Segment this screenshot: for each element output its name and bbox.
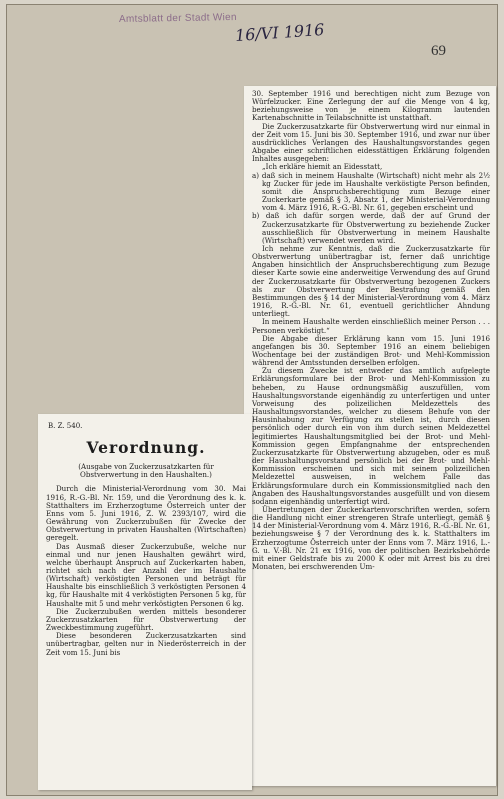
- paragraph: 30. September 1916 und berechtigen nicht zum Bezuge von Würfelzucker. Eine Zerlegung der auf die Menge von 4 kg, beziehungsweise von je einem Kilogramm lautenden Kartenabschnitte in Teilabschnitte ist unstatthaft.: [252, 89, 490, 123]
- ordinance-text: [46, 485, 246, 656]
- newspaper-clipping-continuation: [244, 86, 496, 786]
- ordinance-title: Verordnung.: [86, 438, 206, 457]
- ordinance-subtitle: (Ausgabe von Zuckerzusatzkarten für Obstverwertung in den Haushalten.): [78, 462, 214, 480]
- continuation-text: [252, 90, 490, 571]
- newspaper-clipping-ordinance: [38, 414, 252, 790]
- paragraph: Zu diesem Zwecke ist entweder das amtlich aufgelegte Erklärungsformulare bei der Brot- und Mehl-Kommission zu beheben, zu Hause ordnungsmäßig auszufüllen, vom Haushaltungsvorstande eigenhändig zu unterfertigen und unter Vorweisung des polizeilichen Meldezettels des Haushaltungsvorstandes, welcher zu diesem Behufe von der Hausinhabung zur Verfügung zu stellen ist, durch diesen persönlich oder durch ein von ihm durch seinen Meldezettel legitimiertes Haushaltungsmitglied bei der Brot- und Mehl-Kommission gegen Empfangnahme der entsprechenden Zuckerzusatzkarte für Obstverwertung abzugeben, oder es muß der Haushaltungsvorstand persönlich bei der Brot- und Mehl-Kommission erscheinen und sich mit seinem polizeilichen Meldezettel ausweisen, in welchem Falle das Erklärungsformulare durch ein Kommissionsmitglied nach den Angaben des Haushaltungsvorstandes ausgefüllt und von diesem sodann eigenhändig unterfertigt wird.: [252, 366, 490, 506]
- paragraph: Das Ausmaß dieser Zuckerzubuße, welche nur einmal und nur jenen Haushalten gewährt wird, welche überhaupt Anspruch auf Zuckerkarten haben, richtet sich nach der Anzahl der im Haushalte (Wirtschaft) verköstigten Personen und beträgt für Haushalte bis einschließlich 3 verköstigten Personen 4 kg, für Haushalte mit 4 verköstigten Personen 5 kg, für Haushalte mit 5 und mehr verköstigten Personen 6 kg.: [46, 541, 246, 608]
- paragraph: Die Abgabe dieser Erklärung kann vom 15. Juni 1916 angefangen bis 30. September 1916 an einem beliebigen Wochentage bei der zuständigen Brot- und Mehl-Kommission während der Amtsstunden derselben erfolgen.: [252, 333, 490, 368]
- archive-stamp: Amtsblatt der Stadt Wien: [118, 11, 237, 26]
- paragraph: Durch die Ministerial-Verordnung vom 30. Mai 1916, R.-G.-Bl. Nr. 159, und die Verordnung des k. k. Statthalters im Erzherzogtume Österreich unter der Enns vom 5. Juni 1916, Z. W. 2393/107, wird die Gewährung von Zuckerzubußen für Zwecke der Obstverwertung in privaten Haushalten (Wirtschaften) geregelt.: [46, 484, 246, 543]
- paragraph: b) daß ich dafür sorgen werde, daß der auf Grund der Zuckerzusatzkarte für Obstverwertung zu beziehende Zucker ausschließlich für Obstverwertung in meinem Haushalte (Wirtschaft) verwendet werden wird.: [252, 211, 490, 245]
- handwritten-date: 16/VI 1916: [234, 19, 325, 46]
- paragraph: Die Zuckerzusatzkarte für Obstverwertung wird nur einmal in der Zeit vom 15. Juni bis 30. September 1916, und zwar nur über ausdrückliches Verlangen des Haushaltungsvorstandes gegen Abgabe einer schriftlichen eidesstättigen Erklärung folgenden Inhaltes ausgegeben:: [252, 121, 490, 164]
- paragraph: Ich nehme zur Kenntnis, daß die Zuckerzusatzkarte für Obstverwertung unübertragbar ist, ferner daß unrichtige Angaben hinsichtlich der Anspruchsberechtigung zum Bezuge dieser Karte sowie eine anderweitige Verwendung des auf Grund der Zuckerzusatzkarte für Obstverwertung bezogenen Zuckers als zur Obstverwertung der Bestrafung gemäß den Bestimmungen des § 14 der Ministerial-Verordnung vom 4. März 1916, R.-G.-Bl. Nr. 61, eventuell gerichtlicher Ahndung unterliegt.: [252, 243, 490, 319]
- paragraph: a) daß sich in meinem Haushalte (Wirtschaft) nicht mehr als 2½ kg Zucker für jede im Haushalte verköstigte Person befinden, somit die Anspruchsberechtigung zum Bezuge einer Zuckerkarte gemäß § 3, Absatz 1, der Ministerial-Verordnung vom 4. März 1916, R.-G.-Bl. Nr. 61, gegeben erscheint und: [252, 170, 490, 213]
- paragraph: Diese besonderen Zuckerzusatzkarten sind unübertragbar, gelten nur in Niederösterreich in der Zeit vom 15. Juni bis: [46, 631, 246, 657]
- paragraph: Übertretungen der Zuckerkartenvorschriften werden, sofern die Handlung nicht einer strengeren Strafe unterliegt, gemäß § 14 der Ministerial-Verordnung vom 4. März 1916, R.-G.-Bl. Nr. 61, beziehungsweise § 7 der Verordnung des k. k. Statthalters im Erzherzogtume Österreich unter der Enns vom 7. März 1916, L.-G. u. V.-Bl. Nr. 21 ex 1916, von der politischen Bezirksbehörde mit einer Geldstrafe bis zu 2000 K oder mit Arrest bis zu drei Monaten, bei erschwerenden Um-: [252, 504, 490, 572]
- paragraph: Die Zuckerzubußen werden mittels besonderer Zuckerzusatzkarten für Obstverwertung der Zweckbestimmung zugeführt.: [46, 606, 246, 633]
- page-number: 69: [431, 43, 446, 59]
- paragraph: „Ich erkläre hiemit an Eidesstatt,: [262, 162, 383, 172]
- reference-number: B. Z. 540.: [48, 422, 83, 430]
- paragraph: In meinem Haushalte werden einschließlich meiner Person . . . Personen verköstigt.“: [252, 317, 490, 335]
